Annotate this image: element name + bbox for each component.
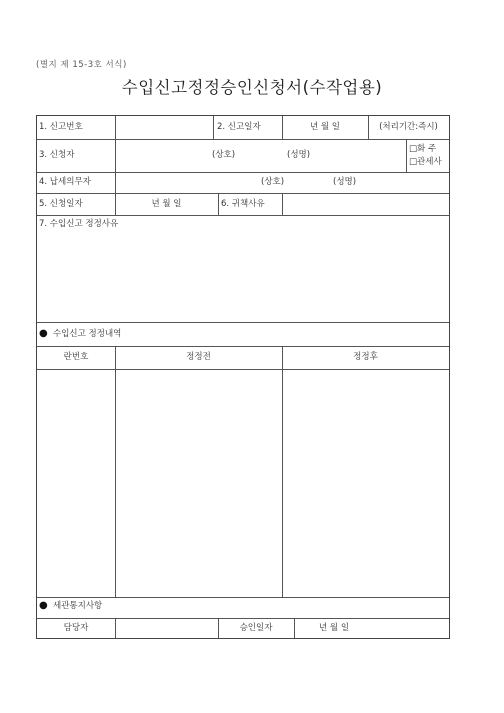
row-divider xyxy=(37,215,449,216)
row-divider xyxy=(37,322,449,323)
col-divider xyxy=(115,618,116,638)
col-divider xyxy=(218,193,219,215)
officer-label: 담당자 xyxy=(63,623,89,633)
applicant-company-field[interactable]: (상호) xyxy=(212,150,236,160)
row-divider xyxy=(37,346,449,347)
form-number: (별지 제 15-3호 서식) xyxy=(36,60,127,70)
row-divider xyxy=(37,369,449,370)
applicant-label: 3. 신청자 xyxy=(39,150,75,160)
approval-date-label: 승인일자 xyxy=(239,623,273,633)
report-date-field[interactable]: 년 월 일 xyxy=(309,122,341,132)
col-divider xyxy=(115,116,116,139)
approval-date-field[interactable]: 년 월 일 xyxy=(319,623,350,633)
attributable-reason-label: 6. 귀책사유 xyxy=(221,199,265,209)
report-date-label: 2. 신고일자 xyxy=(217,122,261,132)
col-divider xyxy=(213,116,214,139)
customs-broker-checkbox[interactable]: □관세사 xyxy=(409,157,442,167)
col-divider xyxy=(115,139,116,172)
col-divider xyxy=(115,346,116,597)
corrections-section-title: 수입신고 정정내역 xyxy=(53,329,122,339)
taxpayer-company-field[interactable]: (상호) xyxy=(261,177,285,187)
correction-reason-label: 7. 수입신고 정정사유 xyxy=(39,219,119,229)
page-title: 수입신고정정승인신청서(수작업용) xyxy=(121,78,383,97)
column-header-before: 정정전 xyxy=(186,352,211,362)
processing-period: (처리기간:즉시) xyxy=(379,122,438,132)
col-divider xyxy=(282,193,283,215)
bullet-icon: ● xyxy=(39,328,48,339)
shipper-checkbox[interactable]: □화 주 xyxy=(409,144,437,154)
row-divider xyxy=(37,139,449,140)
col-divider xyxy=(406,139,407,172)
row-divider xyxy=(37,618,449,619)
taxpayer-label: 4. 납세의무자 xyxy=(39,177,91,187)
column-header-after: 정정후 xyxy=(353,352,378,362)
application-date-label: 5. 신청일자 xyxy=(39,199,83,209)
col-divider xyxy=(294,618,295,638)
report-number-label: 1. 신고번호 xyxy=(39,122,83,132)
row-divider xyxy=(37,172,449,173)
customs-notice-title: 세관통지사항 xyxy=(53,601,103,611)
applicant-name-field[interactable]: (성명) xyxy=(287,150,311,160)
row-divider xyxy=(37,597,449,598)
bullet-icon: ● xyxy=(39,600,48,611)
row-divider xyxy=(37,193,449,194)
taxpayer-name-field[interactable]: (성명) xyxy=(333,177,357,187)
application-date-field[interactable]: 년 월 일 xyxy=(151,199,182,209)
form-table xyxy=(36,115,450,639)
column-header-item-number: 란번호 xyxy=(63,352,89,362)
col-divider xyxy=(115,172,116,193)
col-divider xyxy=(282,346,283,597)
